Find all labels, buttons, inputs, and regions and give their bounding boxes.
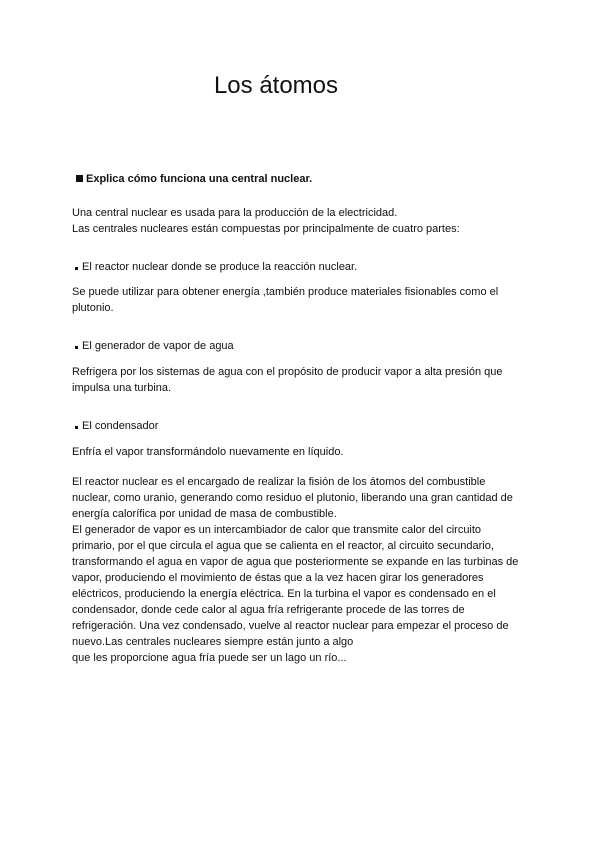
part-generator-label: El generador de vapor de agua [75,340,234,352]
page-title: Los átomos [213,72,339,99]
explanation-paragraph: El reactor nuclear es el encargado de realizar la fisión de los átomos del combustible nuclear, como uranio, generando como residuo el plutonio, liberando una gran cantidad de energía calorífica por unidad de masa de combustible. El generador de vapor es un intercambiador de calor que transmite calor del circuito primario, por el que circula el agua que se calienta en el reactor, al circuito secundario, transformando el agua en vapor de agua que posteriormente se expande en las turbinas de vapor, produciendo el movimiento de éstas que a la vez hacen girar los generadores eléctricos, produciendo la energía eléctrica. En la turbina el vapor es condensado en el condensador, donde cede calor al agua fría refrigerante procede de las torres de refrigeración. Una vez condensado, vuelve al reactor nuclear para empezar el proceso de nuevo.Las centrales nucleares siempre están junto a algo que les proporcione agua fría puede ser un lago un río... [72,476,519,664]
intro-line: Una central nuclear es usada para la producción de la electricidad. [72,207,398,219]
part-reactor-label: El reactor nuclear donde se produce la reacción nuclear. [75,261,357,273]
part-reactor-description: Se puede utilizar para obtener energía ,también produce materiales fisionables como el plutonio. [72,286,499,314]
bullet-dot-icon [75,346,78,349]
intro-line: Las centrales nucleares están compuestas por principalmente de cuatro partes: [72,223,460,235]
part-condenser-label: El condensador [75,420,158,432]
bullet-dot-icon [75,426,78,429]
intro-paragraph [72,205,532,237]
question-heading [76,173,312,185]
part-condenser-description: Enfría el vapor transformándolo nuevamente en líquido. [72,446,344,458]
question-text: Explica cómo funciona una central nuclear. [86,173,313,185]
bullet-dot-icon [75,267,78,270]
square-bullet-icon [76,175,83,182]
part-generator-description: Refrigera por los sistemas de agua con el propósito de producir vapor a alta presión que impulsa una turbina. [72,366,503,394]
